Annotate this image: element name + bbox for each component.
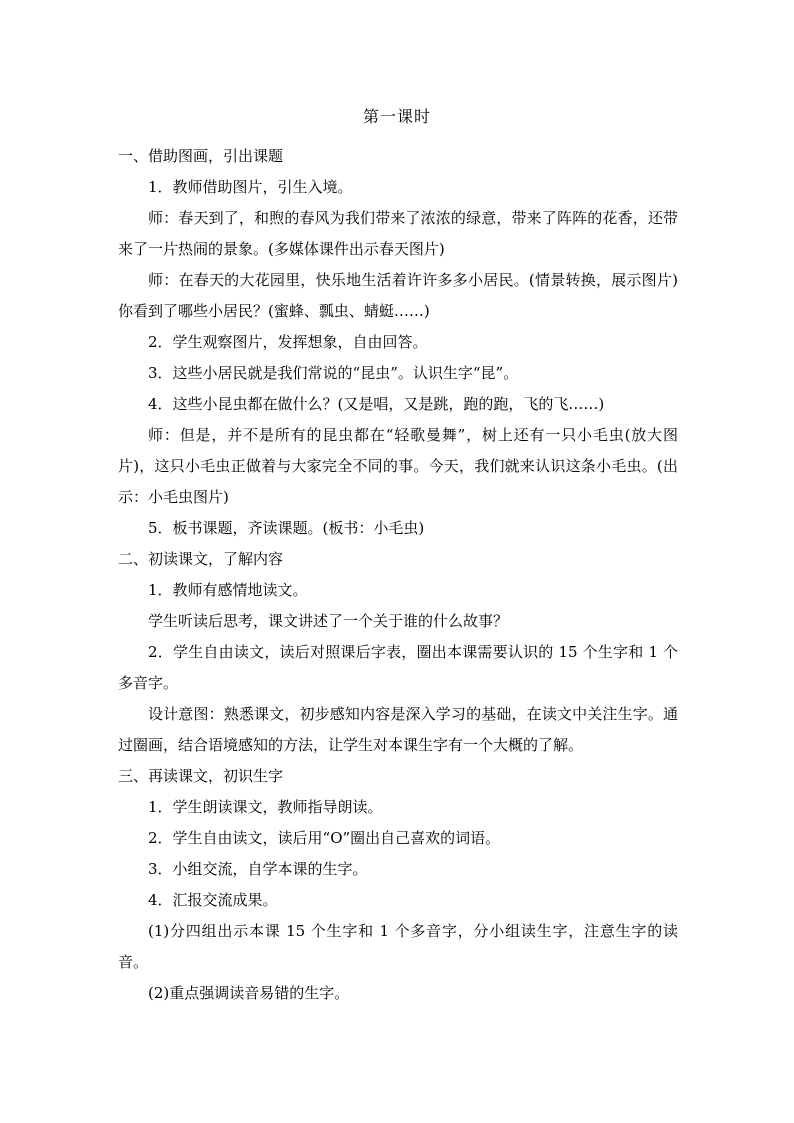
paragraph: 3．小组交流，自学本课的生字。 — [148, 860, 368, 878]
paragraph: 2．学生自由读文，读后对照课后字表，圈出本课需要认识的 15 个生字和 1 个多音字。 — [118, 643, 678, 692]
paragraph: (1)分四组出示本课 15 个生字和 1 个多音字，分小组读生字，注意生字的读音。 — [118, 922, 678, 971]
page-title: 第一课时 — [362, 107, 431, 126]
paragraph: 5．板书课题，齐读课题。(板书：小毛虫) — [148, 519, 425, 537]
paragraph: 1．教师有感情地读文。 — [148, 581, 308, 599]
paragraph: 2．学生自由读文，读后用“O”圈出自己喜欢的词语。 — [148, 829, 501, 847]
paragraph: (2)重点强调读音易错的生字。 — [148, 984, 350, 1002]
paragraph: 4．这些小昆虫都在做什么？(又是唱，又是跳，跑的跑，飞的飞……) — [148, 395, 605, 413]
paragraph: 3．这些小居民就是我们常说的“昆虫”。认识生字“昆”。 — [148, 364, 519, 382]
paragraph: 2．学生观察图片，发挥想象，自由回答。 — [148, 333, 428, 351]
design-intent-paragraph: 设计意图：熟悉课文，初步感知内容是深入学习的基础，在读文中关注生字。通过圈画，结合语境感知的方法，让学生对本课生字有一个大概的了解。 — [118, 705, 678, 754]
paragraph: 4．汇报交流成果。 — [148, 891, 278, 909]
paragraph: 师：在春天的大花园里，快乐地生活着许许多多小居民。(情景转换，展示图片) 你看到了哪些小居民？(蜜蜂、瓢虫、蜻蜓……) — [118, 271, 694, 320]
paragraph: 学生听读后思考，课文讲述了一个关于谁的什么故事？ — [148, 612, 509, 630]
paragraph: 1．学生朗读课文，教师指导朗读。 — [148, 798, 383, 816]
paragraph: 1．教师借助图片，引生入境。 — [148, 178, 353, 196]
paragraph: 师：春天到了，和煦的春风为我们带来了浓浓的绿意，带来了阵阵的花香，还带来了一片热闹的景象。(多媒体课件出示春天图片) — [118, 209, 678, 258]
paragraph: 师：但是，并不是所有的昆虫都在“轻歌曼舞”，树上还有一只小毛虫(放大图片)，这只小毛虫正做着与大家完全不同的事。今天，我们就来认识这条小毛虫。(出示：小毛虫图片) — [118, 426, 678, 506]
section-heading-2: 二、初读课文，了解内容 — [118, 550, 284, 568]
section-heading-1: 一、借助图画，引出课题 — [118, 147, 284, 165]
document-body — [118, 141, 694, 1009]
section-heading-3: 三、再读课文，初识生字 — [118, 767, 284, 785]
